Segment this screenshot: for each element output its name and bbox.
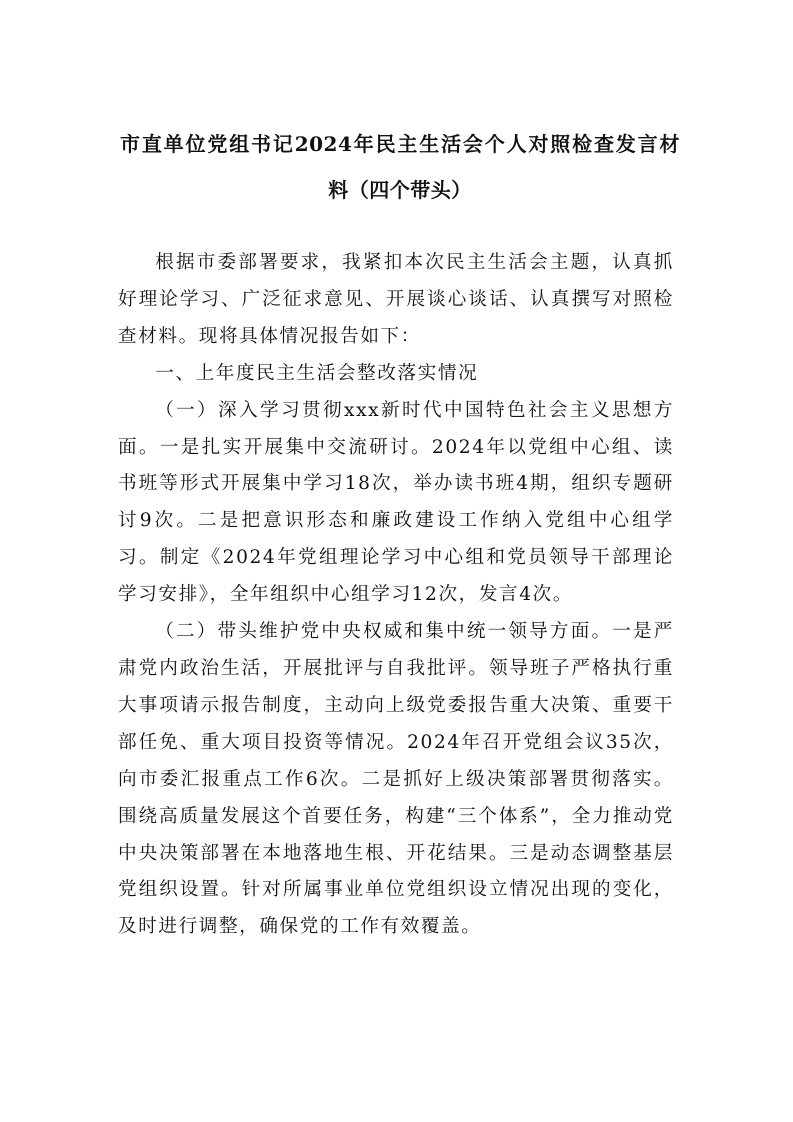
body-paragraph-1: （一）深入学习贯彻xxx新时代中国特色社会主义思想方面。一是扎实开展集中交流研讨。2024年以党组中心组、读书班等形式开展集中学习18次，举办读书班4期，组织专题研讨9次。二是把意识形态和廉政建设工作纳入党组中心组学习。制定《2024年党组理论学习中心组和党员领导干部理论学习安排》，全年组织中心组学习12次，发言4次。 (118, 399, 674, 606)
document-title-line-2: 料（四个带头） (328, 178, 472, 202)
section-heading-1: 一、上年度民主生活会整改落实情况 (155, 362, 479, 384)
document-title-line-1: 市直单位党组书记2024年民主生活会个人对照检查发言材 (120, 132, 680, 156)
intro-paragraph: 根据市委部署要求，我紧扣本次民主生活会主题，认真抓好理论学习、广泛征求意见、开展谈心谈话、认真撰写对照检查材料。现将具体情况报告如下： (118, 252, 674, 347)
body-paragraph-2: （二）带头维护党中央权威和集中统一领导方面。一是严肃党内政治生活，开展批评与自我批评。领导班子严格执行重大事项请示报告制度，主动向上级党委报告重大决策、重要干部任免、重大项目投资等情况。2024年召开党组会议35次，向市委汇报重点工作6次。二是抓好上级决策部署贯彻落实。围绕高质量发展这个首要任务，构建“三个体系”，全力推动党中央决策部署在本地落地生根、开花结果。三是动态调整基层党组织设置。针对所属事业单位党组织设立情况出现的变化，及时进行调整，确保党的工作有效覆盖。 (118, 621, 674, 938)
document-body (118, 245, 674, 946)
